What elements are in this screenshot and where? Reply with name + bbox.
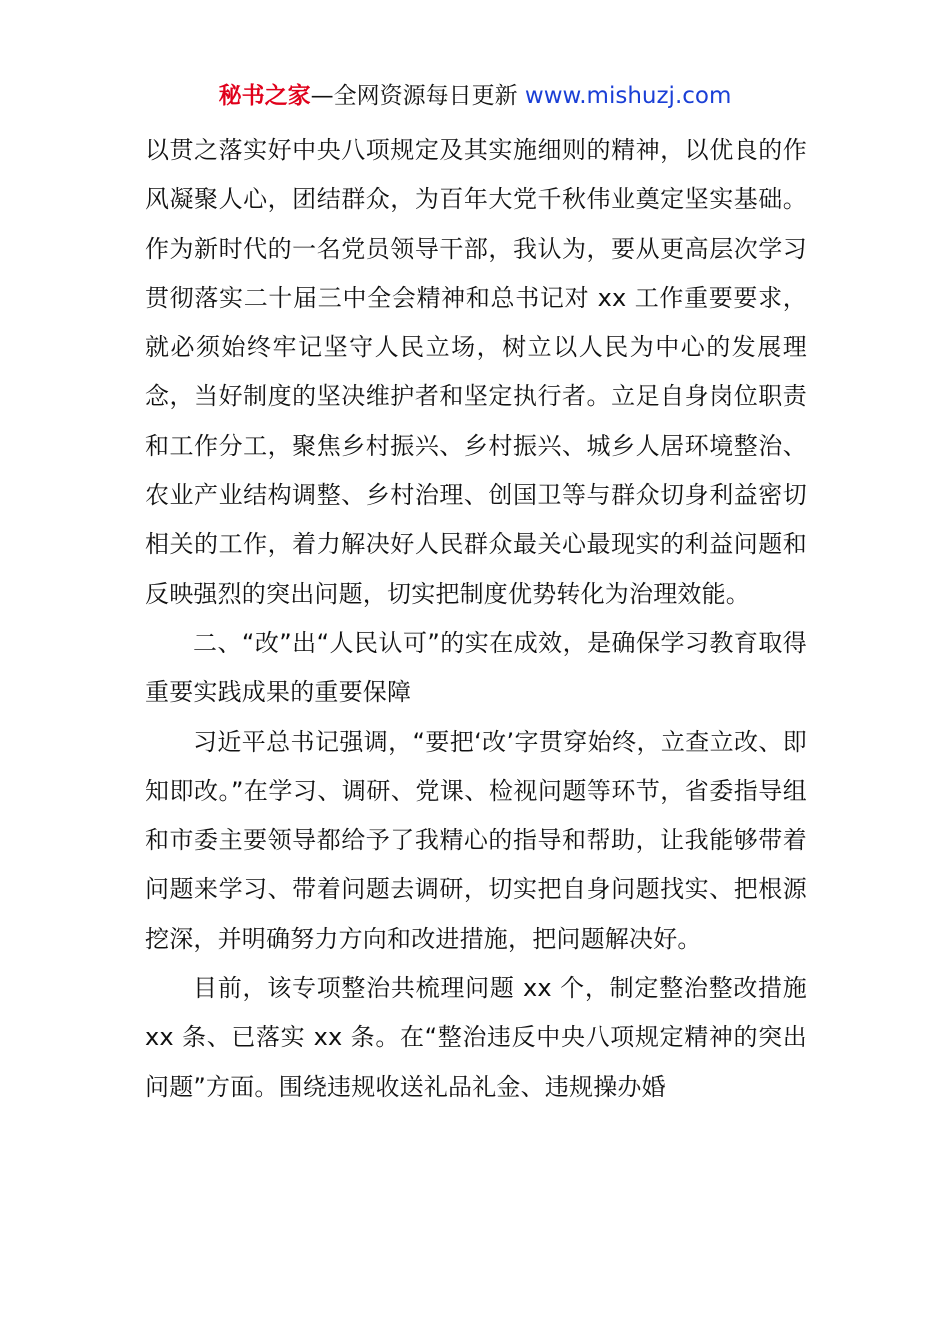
site-brand: 秘书之家 (218, 83, 311, 109)
section-heading: 二、“改”出“人民认可”的实在成效，是确保学习教育取得重要实践成果的重要保障 (145, 628, 807, 707)
document-body (145, 126, 807, 1112)
body-paragraph: 目前，该专项整治共梳理问题 xx 个，制定整治整改措施 xx 条、已落实 xx 条。在“整治违反中央八项规定精神的突出问题”方面。围绕违规收送礼品礼金、违规操办婚 (145, 974, 807, 1101)
site-header (0, 78, 950, 114)
body-paragraph: 习近平总书记强调，“要把‘改’字贯穿始终，立查立改、即知即改。”在学习、调研、党课、检视问题等环节，省委指导组和市委主要领导都给予了我精心的指导和帮助，让我能够带着问题来学习、带着问题去调研，切实把自身问题找实、把根源挖深，并明确努力方向和改进措施，把问题解决好。 (145, 727, 807, 953)
body-paragraph: 以贯之落实好中央八项规定及其实施细则的精神，以优良的作风凝聚人心，团结群众，为百年大党千秋伟业奠定坚实基础。作为新时代的一名党员领导干部，我认为，要从更高层次学习贯彻落实二十届三中全会精神和总书记对 xx 工作重要要求，就必须始终牢记坚守人民立场，树立以人民为中心的发展理念，当好制度的坚决维护者和坚定执行者。立足自身岗位职责和工作分工，聚焦乡村振兴、乡村振兴、城乡人居环境整治、农业产业结构调整、乡村治理、创国卫等与群众切身利益密切相关的工作，着力解决好人民群众最关心最现实的利益问题和反映强烈的突出问题，切实把制度优势转化为治理效能。 (145, 136, 807, 608)
site-url-link[interactable]: www.mishuzj.com (524, 83, 732, 109)
site-tagline: —全网资源每日更新 (310, 83, 518, 109)
